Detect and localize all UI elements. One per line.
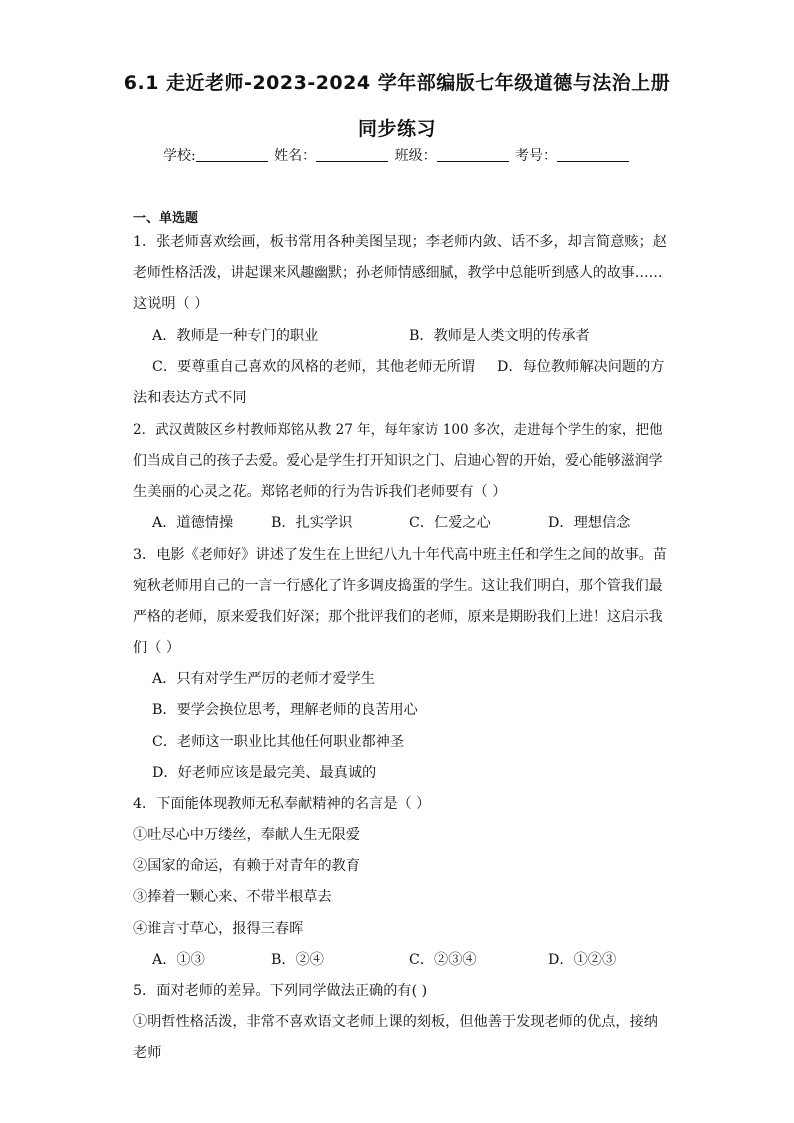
q2-line-3: 生美丽的心灵之花。郑铭老师的行为告诉我们老师要有（ ） bbox=[133, 484, 507, 500]
q4-option-b: B．②④ bbox=[271, 952, 324, 968]
exam-no-blank bbox=[557, 149, 629, 162]
name-blank bbox=[316, 149, 388, 162]
q5-item-1-line-2: 老师 bbox=[133, 1045, 162, 1061]
q1-option-d: D．每位教师解决问题的方 bbox=[497, 359, 665, 375]
q2-option-c: C．仁爱之心 bbox=[409, 515, 491, 531]
q1-option-d-cont: 法和表达方式不同 bbox=[133, 390, 247, 406]
q3-option-c: C．老师这一职业比其他任何职业都神圣 bbox=[152, 734, 405, 750]
q4-item-3: ③捧着一颗心来、不带半根草去 bbox=[133, 889, 332, 905]
q3-line-2: 宛秋老师用自己的一言一行感化了许多调皮捣蛋的学生。这让我们明白，那个管我们最 bbox=[133, 578, 663, 594]
name-label: 姓名： bbox=[274, 148, 317, 164]
school-label: 学校: bbox=[162, 148, 196, 164]
class-blank bbox=[437, 149, 509, 162]
q3-option-b: B．要学会换位思考，理解老师的良苦用心 bbox=[152, 702, 418, 718]
exam-no-label: 考号： bbox=[515, 148, 558, 164]
section-title: 一、单选题 bbox=[133, 211, 199, 226]
student-info-row bbox=[0, 145, 794, 165]
q3-option-d: D．好老师应该是最完美、最真诚的 bbox=[152, 765, 377, 781]
q3-line-3: 严格的老师，原来爱我们好深；那个批评我们的老师，原来是期盼我们上进！这启示我 bbox=[133, 609, 663, 625]
document-title-line2: 同步练习 bbox=[357, 118, 436, 140]
q4-stem: 4．下面能体现教师无私奉献精神的名言是（ ） bbox=[133, 796, 431, 812]
q2-option-b: B．扎实学识 bbox=[271, 515, 353, 531]
q4-item-4: ④谁言寸草心，报得三春晖 bbox=[133, 921, 304, 937]
q1-line-2: 老师性格活泼，讲起课来风趣幽默；孙老师情感细腻，教学中总能听到感人的故事…… bbox=[133, 265, 663, 281]
q1-option-a: A．教师是一种专门的职业 bbox=[152, 328, 319, 344]
q4-option-d: D．①②③ bbox=[548, 952, 617, 968]
q3-option-a: A．只有对学生严厉的老师才爱学生 bbox=[152, 671, 376, 687]
q5-stem: 5．面对老师的差异。下列同学做法正确的有( ) bbox=[133, 983, 428, 999]
q1-option-c: C．要尊重自己喜欢的风格的老师，其他老师无所谓 bbox=[152, 359, 475, 375]
class-label: 班级： bbox=[394, 148, 437, 164]
q4-option-a: A．①③ bbox=[152, 952, 205, 968]
q1-option-b: B．教师是人类文明的传承者 bbox=[409, 328, 590, 344]
q2-line-2: 们当成自己的孩子去爱。爱心是学生打开知识之门、启迪心智的开始，爱心能够滋润学 bbox=[133, 453, 663, 469]
q1-line-3: 这说明（ ） bbox=[133, 296, 209, 312]
q3-line-1: 3．电影《老师好》讲述了发生在上世纪八九十年代高中班主任和学生之间的故事。苗 bbox=[133, 547, 667, 563]
q4-option-c: C．②③④ bbox=[409, 952, 477, 968]
q2-option-d: D．理想信念 bbox=[548, 515, 631, 531]
q3-line-4: 们（ ） bbox=[133, 640, 181, 656]
q2-line-1: 2．武汉黄陂区乡村教师郑铭从教 27 年，每年家访 100 多次，走进每个学生的家，把他 bbox=[133, 422, 663, 438]
q4-item-1: ①吐尽心中万缕丝，奉献人生无限爱 bbox=[133, 827, 361, 843]
q4-item-2: ②国家的命运，有赖于对青年的教育 bbox=[133, 858, 361, 874]
q2-option-a: A．道德情操 bbox=[152, 515, 234, 531]
q5-item-1-line-1: ①明哲性格活泼，非常不喜欢语文老师上课的刻板，但他善于发现老师的优点，接纳 bbox=[133, 1014, 658, 1030]
school-blank bbox=[196, 149, 268, 162]
q1-line-1: 1．张老师喜欢绘画，板书常用各种美图呈现；李老师内敛、话不多，却言简意赅；赵 bbox=[133, 234, 667, 250]
document-title-line1: 6.1 走近老师-2023-2024 学年部编版七年级道德与法治上册 bbox=[123, 72, 671, 94]
